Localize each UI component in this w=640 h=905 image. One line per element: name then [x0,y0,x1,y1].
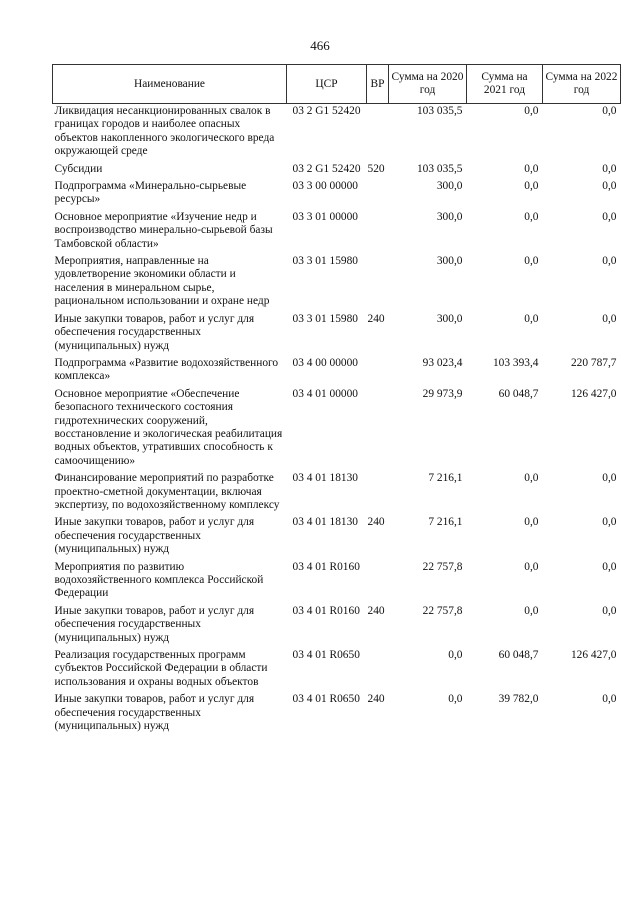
table-row [53,648,621,692]
row-vr [367,471,389,515]
row-csr: 03 4 01 R0160 [292,560,360,573]
header-sum-2020: Сумма на 2020 год [389,65,467,104]
row-sum-2020: 300,0 [436,312,463,325]
row-vr: 240 [367,312,385,325]
row-sum-2022: 126 427,0 [570,649,617,662]
row-sum-2020: 300,0 [436,180,463,193]
row-vr: 520 [367,162,385,175]
row-name: Субсидии [54,162,103,175]
row-vr [367,387,389,471]
row-vr [367,560,389,604]
row-csr: 03 3 01 15980 [292,312,358,325]
row-name: Финансирование мероприятий по разработке проектно-сметной документации, включая экспертизу, по водохозяйственному комплексу [54,472,280,511]
row-name: Иные закупки товаров, работ и услуг для обеспечения государственных (муниципальных) нужд [54,604,255,644]
row-name: Ликвидация несанкционированных свалок в границах городов и наиболее опасных объектов накопленного экологического вреда окружающей среде [54,105,275,158]
row-name: Иные закупки товаров, работ и услуг для обеспечения государственных (муниципальных) нужд [54,516,255,556]
row-csr: 03 2 G1 52420 [292,105,361,117]
table-row [53,471,621,515]
row-sum-2021: 0,0 [524,472,539,485]
row-sum-2020: 7 216,1 [428,472,463,485]
row-csr: 03 2 G1 52420 [292,162,361,175]
page-number: 466 [310,38,330,53]
table-row [53,604,621,648]
table-row [53,162,621,179]
header-csr: ЦСР [287,65,367,104]
row-sum-2020: 22 757,8 [422,560,463,573]
row-name: Подпрограмма «Минерально-сырьевые ресурсы» [54,180,247,206]
row-name: Основное мероприятие «Обеспечение безопасного технического состояния гидротехнических сооружений, восстановление и экологическая реабилитация водных объектов, утративших способность к самоочищению» [54,387,283,467]
row-sum-2021: 0,0 [524,180,539,193]
table-row [53,356,621,387]
row-sum-2021: 0,0 [524,312,539,325]
row-sum-2021: 39 782,0 [498,693,539,706]
row-sum-2021: 60 048,7 [498,649,539,662]
row-sum-2022: 0,0 [602,516,617,529]
table-row [53,210,621,254]
row-sum-2022: 0,0 [602,105,617,117]
row-sum-2020: 7 216,1 [428,516,463,529]
row-csr: 03 4 01 18130 [292,516,358,529]
row-sum-2022: 0,0 [602,693,617,706]
table-row [53,104,621,162]
table-row [53,179,621,210]
row-sum-2020: 93 023,4 [422,356,463,369]
row-sum-2020: 103 035,5 [416,105,463,117]
table-row [53,515,621,559]
row-csr: 03 4 01 R0650 [292,649,360,662]
row-sum-2021: 0,0 [524,604,539,617]
row-sum-2021: 0,0 [524,516,539,529]
row-sum-2022: 220 787,7 [570,356,617,369]
row-vr: 240 [367,516,385,529]
row-sum-2022: 126 427,0 [570,387,617,400]
row-sum-2021: 0,0 [524,210,539,223]
row-csr: 03 4 01 R0650 [292,693,360,706]
row-name: Реализация государственных программ субъектов Российской Федерации в области использования и охраны водных объектов [54,649,268,688]
row-sum-2020: 0,0 [448,693,463,706]
row-sum-2020: 29 973,9 [422,387,463,400]
row-vr: 240 [367,693,385,706]
row-name: Иные закупки товаров, работ и услуг для обеспечения государственных (муниципальных) нужд [54,312,255,352]
row-sum-2020: 0,0 [448,649,463,662]
row-sum-2022: 0,0 [602,604,617,617]
row-csr: 03 3 01 00000 [292,210,358,223]
table-row [53,692,621,736]
row-csr: 03 4 01 18130 [292,472,358,485]
row-vr [367,104,389,162]
row-sum-2022: 0,0 [602,255,617,268]
row-vr [367,210,389,254]
row-sum-2022: 0,0 [602,472,617,485]
row-sum-2020: 300,0 [436,210,463,223]
row-name: Основное мероприятие «Изучение недр и воспроизводство минерально-сырьевой базы Тамбовской области» [54,210,273,250]
row-name: Иные закупки товаров, работ и услуг для обеспечения государственных (муниципальных) нужд [54,693,255,733]
row-vr [367,254,389,312]
row-name: Мероприятия по развитию водохозяйственного комплекса Российской Федерации [54,560,264,600]
table-row [53,312,621,356]
row-sum-2020: 300,0 [436,255,463,268]
table-header-row [53,65,621,104]
row-sum-2022: 0,0 [602,162,617,175]
row-sum-2021: 0,0 [524,255,539,268]
row-vr: 240 [367,604,385,617]
row-sum-2021: 103 393,4 [492,356,539,369]
header-sum-2022: Сумма на 2022 год [543,65,621,104]
row-vr [367,179,389,210]
header-vr: ВР [367,65,389,104]
row-csr: 03 4 01 00000 [292,387,358,400]
row-vr [367,648,389,692]
row-csr: 03 3 00 00000 [292,180,358,193]
budget-table [52,64,621,736]
row-vr [367,356,389,387]
row-sum-2022: 0,0 [602,210,617,223]
table-row [53,387,621,471]
row-sum-2022: 0,0 [602,560,617,573]
row-sum-2020: 22 757,8 [422,604,463,617]
row-sum-2021: 0,0 [524,105,539,117]
header-sum-2021: Сумма на 2021 год [467,65,543,104]
row-sum-2021: 0,0 [524,560,539,573]
row-csr: 03 4 01 R0160 [292,604,360,617]
row-sum-2021: 0,0 [524,162,539,175]
row-sum-2022: 0,0 [602,180,617,193]
row-sum-2021: 60 048,7 [498,387,539,400]
row-name: Подпрограмма «Развитие водохозяйственного комплекса» [54,356,279,383]
row-csr: 03 4 00 00000 [292,356,358,369]
table-row [53,560,621,604]
table-row [53,254,621,312]
row-csr: 03 3 01 15980 [292,255,358,268]
header-name: Наименование [53,65,287,104]
row-name: Мероприятия, направленные на удовлетворение экономики области и населения в минеральном сырье, рациональном использовании и охране недр [54,255,270,308]
row-sum-2020: 103 035,5 [416,162,463,175]
row-sum-2022: 0,0 [602,312,617,325]
